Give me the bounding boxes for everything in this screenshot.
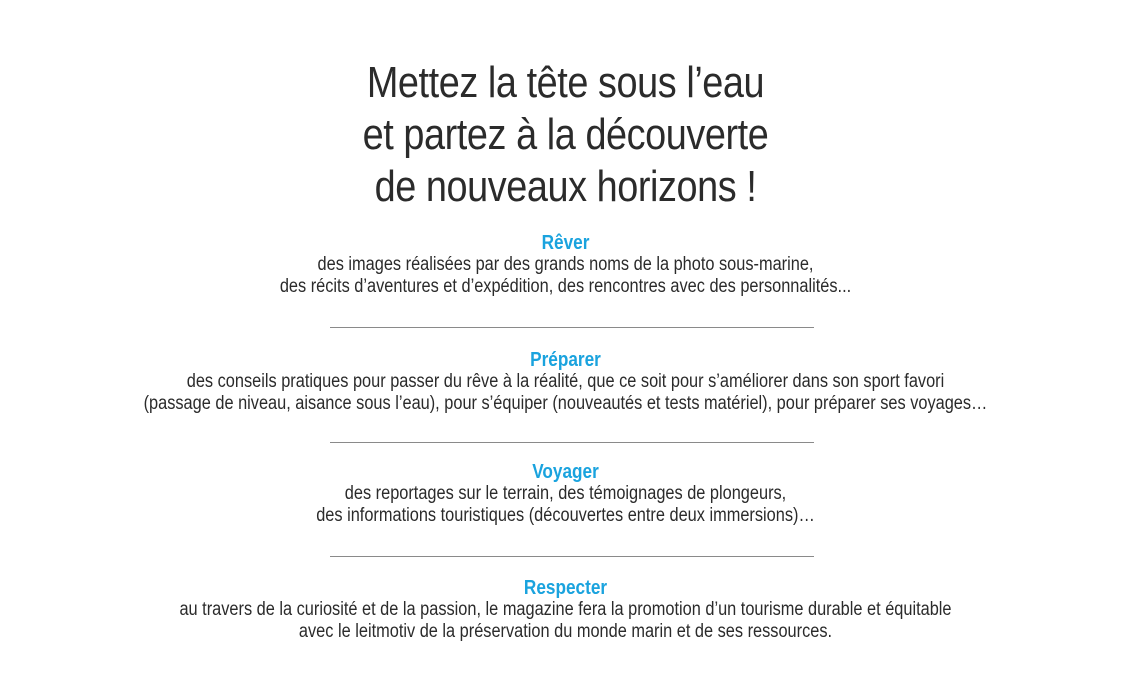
section-line: des reportages sur le terrain, des témoignages de plongeurs,	[344, 483, 787, 504]
headline-line-2: et partez à la découverte	[362, 110, 769, 160]
section-preparer	[0, 349, 1131, 415]
section-voyager	[0, 461, 1131, 527]
headline-line-3: de nouveaux horizons !	[374, 162, 757, 212]
section-line: des informations touristiques (découvertes entre deux immersions)…	[316, 505, 815, 526]
divider	[330, 556, 814, 557]
section-line: des images réalisées par des grands noms de la photo sous-marine,	[317, 254, 814, 275]
section-title-respecter: Respecter	[523, 577, 608, 599]
headline-line-1: Mettez la tête sous l’eau	[366, 58, 765, 108]
headline	[79, 57, 1052, 213]
section-line: des conseils pratiques pour passer du rêve à la réalité, que ce soit pour s’améliorer dans son sport favori	[186, 371, 945, 392]
section-body-respecter	[79, 599, 1052, 643]
section-body-rever	[79, 254, 1052, 298]
section-title-rever: Rêver	[541, 232, 590, 254]
divider	[330, 442, 814, 443]
section-line: (passage de niveau, aisance sous l’eau), pour s’équiper (nouveautés et tests matériel), pour préparer ses voyages…	[143, 393, 988, 414]
section-rever	[0, 232, 1131, 298]
section-line: au travers de la curiosité et de la passion, le magazine fera la promotion d’un tourisme durable et équitable	[179, 599, 952, 620]
section-title-preparer: Préparer	[530, 349, 601, 371]
divider	[330, 327, 814, 328]
section-line: avec le leitmotiv de la préservation du monde marin et de ses ressources.	[298, 621, 833, 642]
section-respecter	[0, 577, 1131, 643]
section-body-voyager	[79, 483, 1052, 527]
section-title-voyager: Voyager	[532, 461, 599, 483]
section-body-preparer	[79, 371, 1052, 415]
section-line: des récits d’aventures et d’expédition, des rencontres avec des personnalités...	[279, 276, 852, 297]
